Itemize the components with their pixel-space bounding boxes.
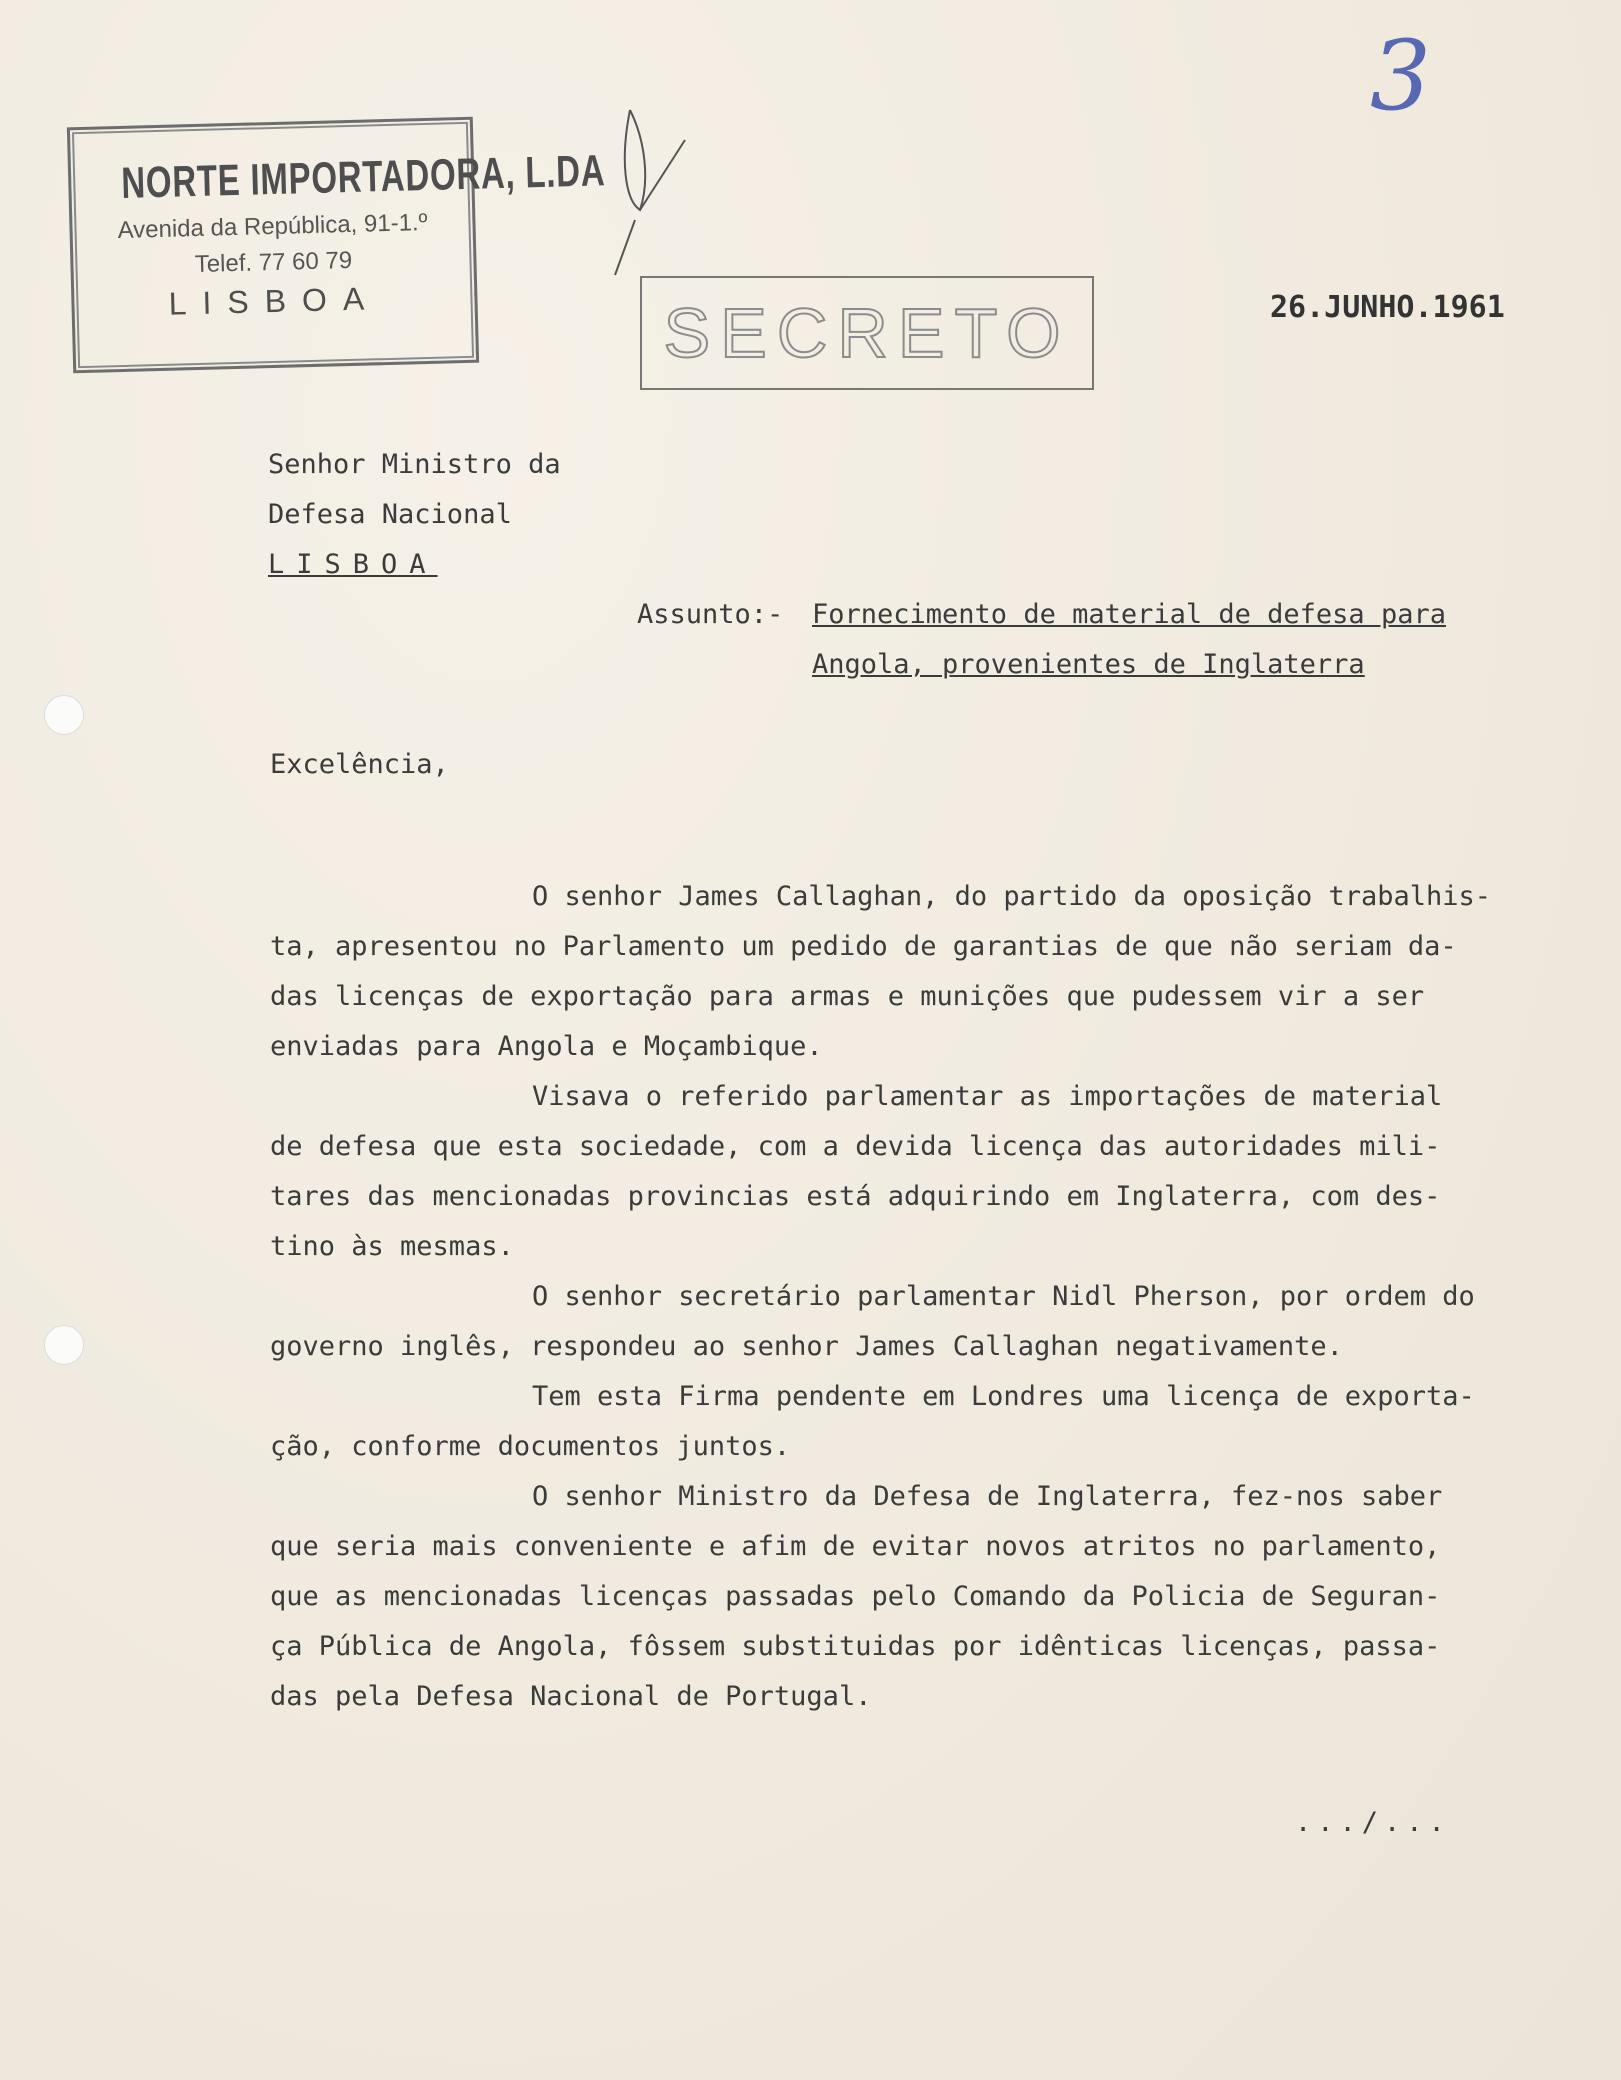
continuation-mark: .../... [1295, 1807, 1451, 1838]
body-line: enviadas para Angola e Moçambique. [270, 1031, 823, 1062]
recipient-city: LISBOA [268, 549, 438, 580]
stamp-phone: Telef. 77 60 79 [194, 246, 353, 279]
subject-text [812, 590, 1446, 690]
recipient-address [268, 440, 561, 590]
classification-stamp: SECRETO [640, 276, 1094, 390]
recipient-line: Senhor Ministro da [268, 449, 561, 480]
body-line: O senhor James Callaghan, do partido da oposição trabalhis- [532, 881, 1492, 912]
subject-label: Assunto:- [637, 599, 784, 630]
letter-body [270, 872, 1570, 1722]
body-line: que as mencionadas licenças passadas pelo Comando da Policia de Seguran- [270, 1581, 1441, 1612]
body-line: de defesa que esta sociedade, com a devida licença das autoridades mili- [270, 1131, 1441, 1162]
body-line: tares das mencionadas provincias está adquirindo em Inglaterra, com des- [270, 1181, 1441, 1212]
binder-hole [44, 695, 84, 735]
body-line: Tem esta Firma pendente em Londres uma licença de exporta- [532, 1381, 1475, 1412]
subject-line: Fornecimento de material de defesa para [812, 599, 1446, 630]
body-line: ção, conforme documentos juntos. [270, 1431, 791, 1462]
body-line: tino às mesmas. [270, 1231, 514, 1262]
handwritten-page-number: 3 [1370, 20, 1432, 132]
body-line: Visava o referido parlamentar as importações de material [532, 1081, 1443, 1112]
salutation: Excelência, [270, 749, 449, 780]
stamp-company-name: NORTE IMPORTADORA, L.DA [120, 146, 606, 208]
body-line: governo inglês, respondeu ao senhor James Callaghan negativamente. [270, 1331, 1343, 1362]
body-line: ta, apresentou no Parlamento um pedido de garantias de que não seriam da- [270, 931, 1457, 962]
body-line: O senhor secretário parlamentar Nidl Pherson, por ordem do [532, 1281, 1475, 1312]
letter-date: 26.JUNHO.1961 [1270, 290, 1505, 325]
body-line: ça Pública de Angola, fôssem substituidas por idênticas licenças, passa- [270, 1631, 1441, 1662]
company-stamp [67, 117, 606, 374]
stamp-city: LISBOA [168, 280, 381, 322]
body-line: das pela Defesa Nacional de Portugal. [270, 1681, 872, 1712]
subject-line: Angola, provenientes de Inglaterra [812, 649, 1365, 680]
body-line: das licenças de exportação para armas e munições que pudessem vir a ser [270, 981, 1425, 1012]
binder-hole [44, 1325, 84, 1365]
body-line: O senhor Ministro da Defesa de Inglaterra, fez-nos saber [532, 1481, 1443, 1512]
stamp-address: Avenida da República, 91-1.º [117, 208, 428, 245]
recipient-line: Defesa Nacional [268, 499, 512, 530]
handwritten-mark [610, 100, 700, 280]
body-line: que seria mais conveniente e afim de evitar novos atritos no parlamento, [270, 1531, 1441, 1562]
